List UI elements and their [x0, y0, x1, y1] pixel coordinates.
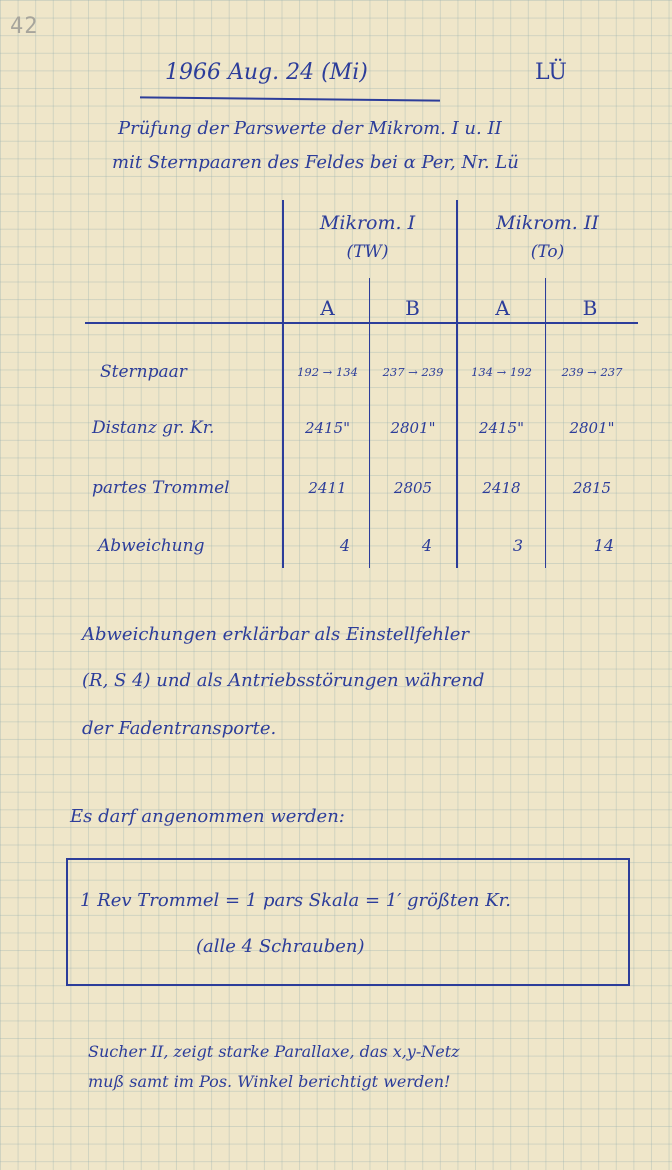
- column-header-1: A: [320, 296, 335, 320]
- cell-sternpaar-1: 192 → 134: [297, 365, 358, 379]
- cell-partes-4: 2815: [572, 479, 612, 497]
- boxed-line-2: (alle 4 Schrauben): [196, 936, 365, 957]
- footnote-line-1: Sucher II, zeigt starke Parallaxe, das x,y-Netz: [88, 1042, 460, 1061]
- column-header-3: A: [495, 296, 510, 320]
- table-divider-left: [282, 200, 284, 568]
- boxed-line-1: 1 Rev Trommel = 1 pars Skala = 1′ größten Kr.: [80, 890, 512, 911]
- group-observer-2: (To): [530, 242, 565, 262]
- footnote-line-2: muß samt im Pos. Winkel berichtigt werden!: [88, 1072, 451, 1091]
- cell-partes-3: 2418: [482, 479, 521, 497]
- subject-line-2: mit Sternpaaren des Feldes bei α Per, Nr. Lü: [112, 152, 519, 173]
- cell-partes-1: 2411: [308, 479, 347, 497]
- subject-line-1: Prüfung der Parswerte der Mikrom. I u. II: [118, 118, 502, 139]
- observer-initials: LÜ: [535, 60, 567, 85]
- explanation-line-1: Abweichungen erklärbar als Einstellfehler: [82, 624, 470, 645]
- table-divider-group: [456, 200, 458, 568]
- cell-distanz-2: 2801": [390, 419, 436, 437]
- group-title-1: Mikrom. I: [319, 212, 416, 234]
- entry-date: 1966 Aug. 24 (Mi): [165, 60, 368, 85]
- group-title-2: Mikrom. II: [496, 212, 599, 234]
- column-header-2: B: [405, 296, 420, 320]
- explanation-line-3: der Fadentransporte.: [82, 718, 277, 739]
- cell-distanz-3: 2415": [478, 419, 525, 437]
- column-header-4: B: [582, 296, 598, 320]
- row-label-distanz: Distanz gr. Kr.: [92, 418, 215, 438]
- cell-abweichung-4: 14: [593, 536, 614, 555]
- boxed-statement: [66, 858, 630, 986]
- cell-abweichung-3: 3: [512, 536, 523, 555]
- table-header-rule: [85, 322, 638, 324]
- cell-sternpaar-2: 237 → 239: [382, 365, 444, 379]
- row-label-abweichung: Abweichung: [98, 536, 205, 556]
- cell-sternpaar-3: 134 → 192: [471, 365, 532, 379]
- cell-distanz-4: 2801": [569, 419, 615, 437]
- page-number: 42: [10, 14, 39, 39]
- cell-abweichung-1: 4: [339, 536, 350, 555]
- cell-sternpaar-4: 239 → 237: [561, 365, 623, 379]
- cell-partes-2: 2805: [393, 479, 433, 497]
- assumption-intro: Es darf angenommen werden:: [70, 806, 345, 827]
- cell-distanz-1: 2415": [304, 419, 351, 437]
- explanation-line-2: (R, S 4) und als Antriebsstörungen während: [82, 670, 485, 691]
- group-observer-1: (TW): [346, 242, 389, 262]
- row-label-sternpaar: Sternpaar: [100, 362, 187, 382]
- date-underline: [140, 96, 440, 101]
- cell-abweichung-2: 4: [421, 536, 432, 555]
- row-label-partes: partes Trommel: [92, 478, 230, 498]
